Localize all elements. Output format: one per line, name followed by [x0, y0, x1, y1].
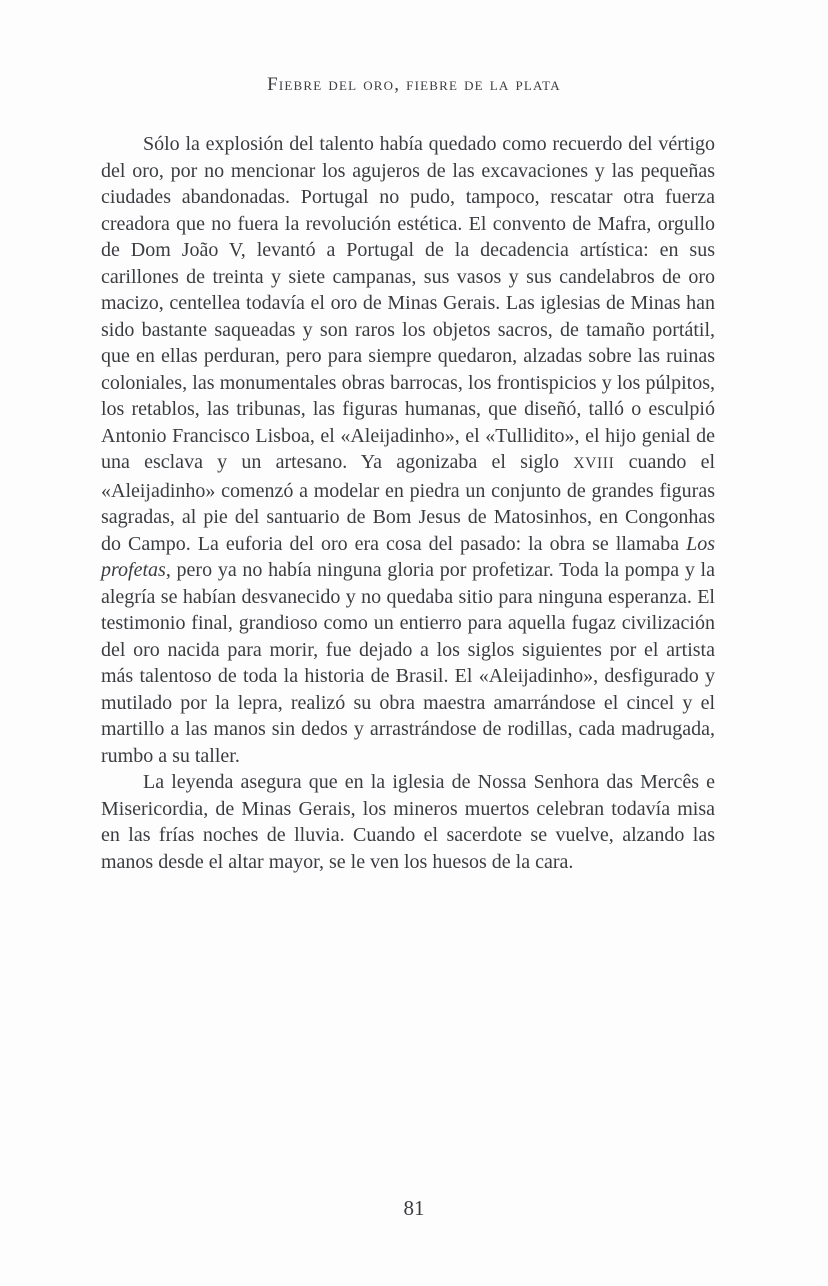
roman-numeral-century: XVIII	[573, 455, 615, 472]
paragraph-text: , pero ya no había ninguna gloria por profetizar. Toda la pompa y la alegría se habían desvanecido y no quedaba sitio para ninguna esperanza. El testimonio final, grandioso como un entierro para aquella fugaz civilización del oro nacida para morir, fue dejado a los siglos siguientes por el artista más talentoso de toda la historia de Brasil. El «Aleijadinho», desfigurado y mutilado por la lepra, realizó su obra maestra amarrándose el cincel y el martillo a las manos sin dedos y arrastrándose de rodillas, cada madrugada, rumbo a su taller.	[101, 559, 715, 767]
paragraph-text: Sólo la explosión del talento había quedado como recuerdo del vértigo del oro, por no mencionar los agujeros de las excavaciones y las pequeñas ciudades abandonadas. Portugal no pudo, tampoco, rescatar otra fuerza creadora que no fuera la revolución estética. El convento de Mafra, orgullo de Dom João V, levantó a Portugal de la decadencia artística: en sus carillones de treinta y siete campanas, sus vasos y sus candelabros de oro macizo, centellea todavía el oro de Minas Gerais. Las iglesias de Minas han sido bastante saqueadas y son raros los objetos sacros, de tamaño portátil, que en ellas perduran, pero para siempre quedaron, alzadas sobre las ruinas coloniales, las monumentales obras barrocas, los frontispicios y los púlpitos, los retablos, las tribunas, las figuras humanas, que diseñó, talló o esculpió Antonio Francisco Lisboa, el «Aleijadinho», el «Tullidito», el hijo genial de una esclava y un artesano. Ya agonizaba el siglo	[101, 133, 715, 473]
running-header: Fiebre del oro, fiebre de la plata	[267, 74, 561, 95]
page-number: 81	[403, 1196, 425, 1220]
paragraph-1	[101, 131, 715, 769]
paragraph-text: cuando el «Aleijadinho» comenzó a modelar en piedra un conjunto de grandes figuras sagradas, al pie del santuario de Bom Jesus de Matosinhos, en Congonhas do Campo. La euforia del oro era cosa del pasado: la obra se llamaba	[101, 451, 716, 555]
paragraph-2	[101, 769, 715, 875]
paragraph-text: La leyenda asegura que en la iglesia de Nossa Senhora das Mercês e Misericordia, de Minas Gerais, los mineros muertos celebran todavía misa en las frías noches de lluvia. Cuando el sacerdote se vuelve, alzando las manos desde el altar mayor, se le ven los huesos de la cara.	[101, 771, 715, 873]
work-title: Los profetas	[101, 532, 715, 581]
page-body	[101, 131, 715, 875]
